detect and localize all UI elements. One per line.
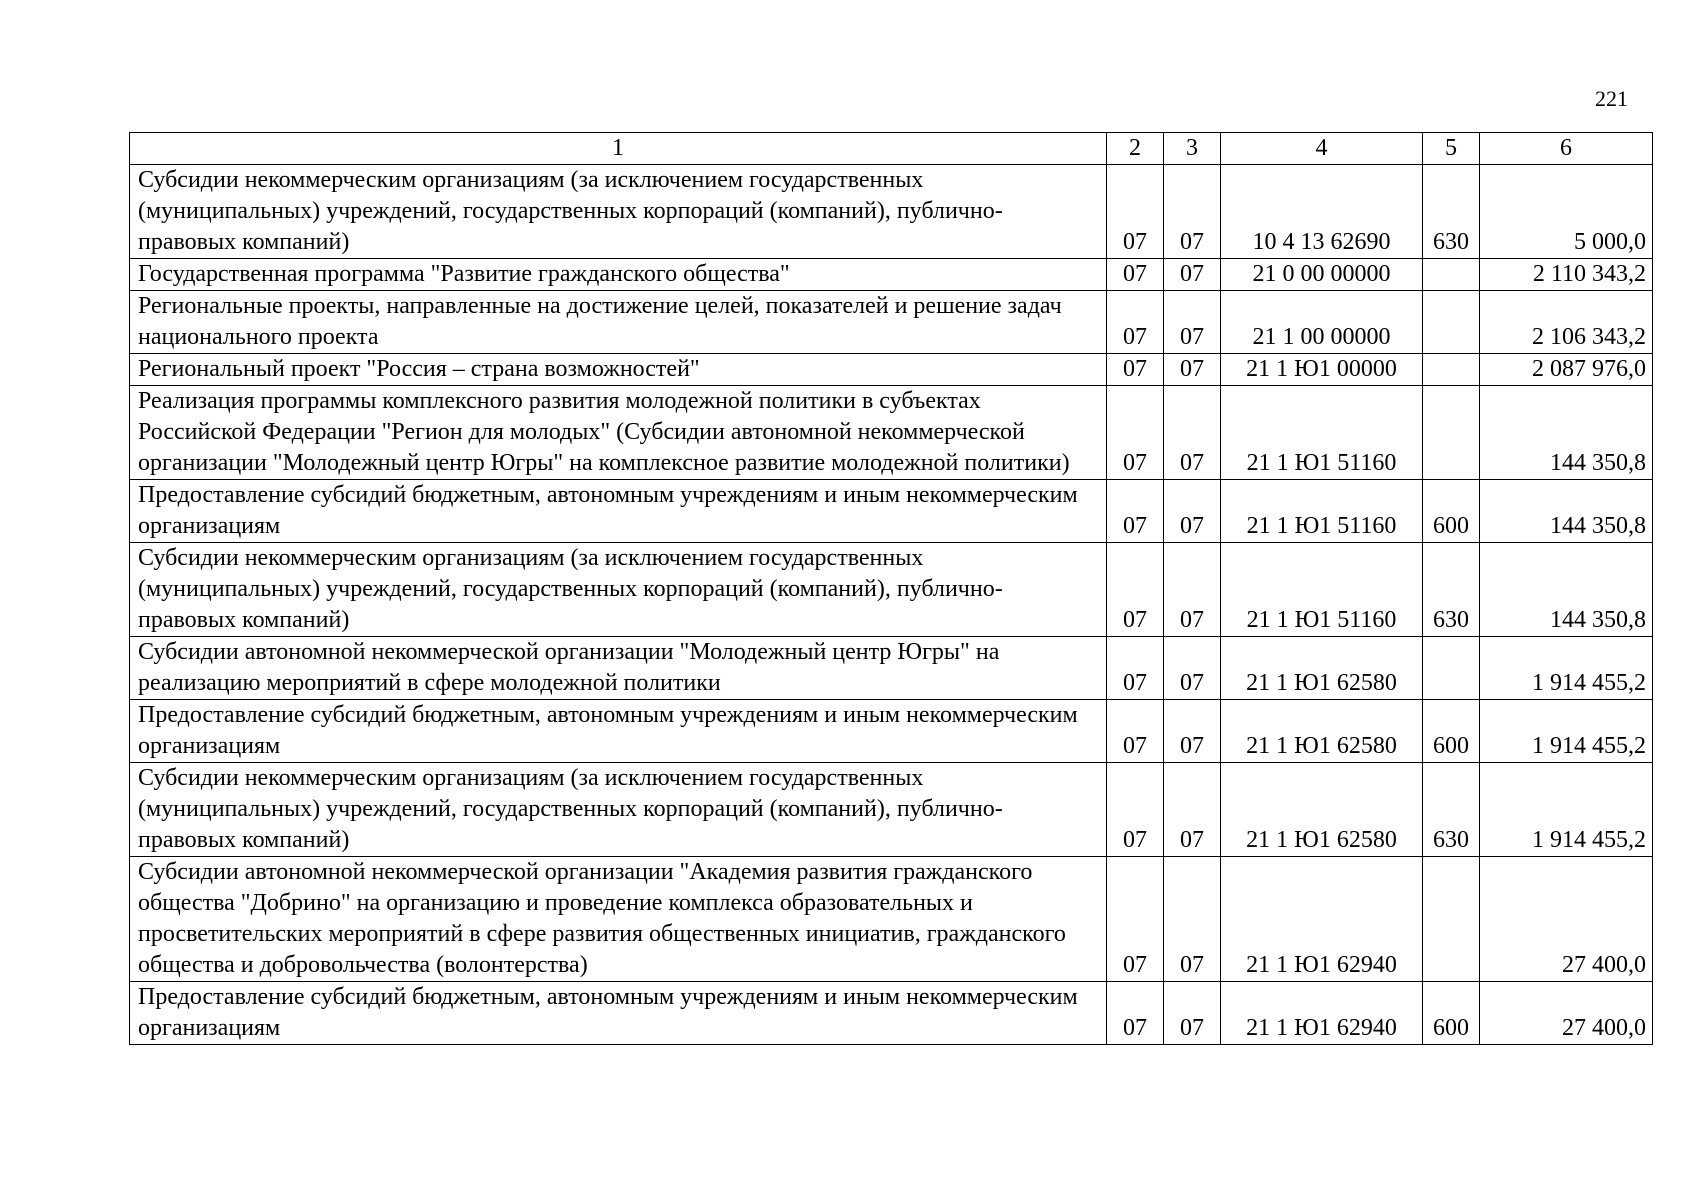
row-amount-cell: 1 914 455,2: [1480, 700, 1653, 763]
row-section-cell: 07: [1107, 543, 1164, 637]
row-subsection-cell: 07: [1164, 543, 1221, 637]
row-target-article-cell: 21 1 Ю1 62580: [1221, 637, 1423, 700]
row-subsection-cell: 07: [1164, 763, 1221, 857]
row-name-cell: Субсидии автономной некоммерческой организации "Академия развития гражданского общества "Добрино" на организацию и проведение комплекса образовательных и просветительских мероприятий в сфере развития общественных инициатив, гражданского общества и добровольчества (волонтерства): [130, 857, 1107, 982]
table-row: [130, 354, 1653, 386]
table-row: [130, 700, 1653, 763]
row-name-cell: Региональный проект "Россия – страна возможностей": [130, 354, 1107, 386]
row-section-cell: 07: [1107, 637, 1164, 700]
row-name-cell: Субсидии некоммерческим организациям (за исключением государственных (муниципальных) учреждений, государственных корпораций (компаний), публично-правовых компаний): [130, 763, 1107, 857]
table-row: [130, 386, 1653, 480]
row-expense-type-cell: [1423, 386, 1480, 480]
row-expense-type-cell: 600: [1423, 700, 1480, 763]
row-target-article-cell: 21 1 Ю1 62580: [1221, 700, 1423, 763]
row-subsection-cell: 07: [1164, 982, 1221, 1045]
row-section-cell: 07: [1107, 480, 1164, 543]
row-section-cell: 07: [1107, 386, 1164, 480]
header-cell-5: 5: [1423, 133, 1480, 165]
row-subsection-cell: 07: [1164, 291, 1221, 354]
row-subsection-cell: 07: [1164, 637, 1221, 700]
page-number: 221: [1595, 86, 1628, 111]
row-expense-type-cell: [1423, 259, 1480, 291]
row-expense-type-cell: 600: [1423, 480, 1480, 543]
row-amount-cell: 144 350,8: [1480, 386, 1653, 480]
row-section-cell: 07: [1107, 291, 1164, 354]
table-row: [130, 857, 1653, 982]
row-expense-type-cell: 630: [1423, 763, 1480, 857]
row-subsection-cell: 07: [1164, 700, 1221, 763]
row-subsection-cell: 07: [1164, 259, 1221, 291]
row-section-cell: 07: [1107, 259, 1164, 291]
row-amount-cell: 2 087 976,0: [1480, 354, 1653, 386]
row-subsection-cell: 07: [1164, 857, 1221, 982]
table-row: [130, 637, 1653, 700]
table-row: [130, 543, 1653, 637]
header-cell-3: 3: [1164, 133, 1221, 165]
row-target-article-cell: 21 1 Ю1 51160: [1221, 543, 1423, 637]
table-row: [130, 291, 1653, 354]
row-name-cell: Предоставление субсидий бюджетным, автономным учреждениям и иным некоммерческим организациям: [130, 982, 1107, 1045]
row-section-cell: 07: [1107, 354, 1164, 386]
row-name-cell: Субсидии некоммерческим организациям (за исключением государственных (муниципальных) учреждений, государственных корпораций (компаний), публично-правовых компаний): [130, 543, 1107, 637]
row-subsection-cell: 07: [1164, 354, 1221, 386]
row-section-cell: 07: [1107, 982, 1164, 1045]
budget-table: [129, 132, 1653, 1045]
row-target-article-cell: 21 1 Ю1 62580: [1221, 763, 1423, 857]
header-cell-1: 1: [130, 133, 1107, 165]
row-amount-cell: 2 110 343,2: [1480, 259, 1653, 291]
row-name-cell: Государственная программа "Развитие гражданского общества": [130, 259, 1107, 291]
row-expense-type-cell: 630: [1423, 543, 1480, 637]
row-name-cell: Предоставление субсидий бюджетным, автономным учреждениям и иным некоммерческим организациям: [130, 700, 1107, 763]
row-section-cell: 07: [1107, 700, 1164, 763]
header-cell-2: 2: [1107, 133, 1164, 165]
row-target-article-cell: 21 1 Ю1 51160: [1221, 480, 1423, 543]
row-amount-cell: 2 106 343,2: [1480, 291, 1653, 354]
table-row: [130, 259, 1653, 291]
row-name-cell: Реализация программы комплексного развития молодежной политики в субъектах Российской Федерации "Регион для молодых" (Субсидии автономной некоммерческой организации "Молодежный центр Югры" на комплексное развитие молодежной политики): [130, 386, 1107, 480]
table-body: [130, 165, 1653, 1045]
row-target-article-cell: 21 1 00 00000: [1221, 291, 1423, 354]
row-amount-cell: 27 400,0: [1480, 857, 1653, 982]
table-row: [130, 982, 1653, 1045]
row-amount-cell: 144 350,8: [1480, 480, 1653, 543]
table-header-row: [130, 133, 1653, 165]
row-name-cell: Субсидии некоммерческим организациям (за исключением государственных (муниципальных) учреждений, государственных корпораций (компаний), публично-правовых компаний): [130, 165, 1107, 259]
row-amount-cell: 5 000,0: [1480, 165, 1653, 259]
row-amount-cell: 1 914 455,2: [1480, 637, 1653, 700]
table-row: [130, 165, 1653, 259]
row-expense-type-cell: [1423, 857, 1480, 982]
header-cell-4: 4: [1221, 133, 1423, 165]
row-target-article-cell: 21 1 Ю1 62940: [1221, 982, 1423, 1045]
row-target-article-cell: 21 1 Ю1 00000: [1221, 354, 1423, 386]
row-amount-cell: 144 350,8: [1480, 543, 1653, 637]
header-cell-6: 6: [1480, 133, 1653, 165]
row-expense-type-cell: 600: [1423, 982, 1480, 1045]
row-subsection-cell: 07: [1164, 165, 1221, 259]
row-expense-type-cell: [1423, 354, 1480, 386]
row-name-cell: Региональные проекты, направленные на достижение целей, показателей и решение задач национального проекта: [130, 291, 1107, 354]
row-subsection-cell: 07: [1164, 480, 1221, 543]
row-target-article-cell: 10 4 13 62690: [1221, 165, 1423, 259]
row-subsection-cell: 07: [1164, 386, 1221, 480]
row-target-article-cell: 21 1 Ю1 62940: [1221, 857, 1423, 982]
table-row: [130, 480, 1653, 543]
table-row: [130, 763, 1653, 857]
row-name-cell: Субсидии автономной некоммерческой организации "Молодежный центр Югры" на реализацию мероприятий в сфере молодежной политики: [130, 637, 1107, 700]
row-section-cell: 07: [1107, 165, 1164, 259]
row-section-cell: 07: [1107, 857, 1164, 982]
row-expense-type-cell: [1423, 291, 1480, 354]
row-amount-cell: 1 914 455,2: [1480, 763, 1653, 857]
row-section-cell: 07: [1107, 763, 1164, 857]
row-target-article-cell: 21 1 Ю1 51160: [1221, 386, 1423, 480]
row-target-article-cell: 21 0 00 00000: [1221, 259, 1423, 291]
row-expense-type-cell: [1423, 637, 1480, 700]
row-name-cell: Предоставление субсидий бюджетным, автономным учреждениям и иным некоммерческим организациям: [130, 480, 1107, 543]
row-amount-cell: 27 400,0: [1480, 982, 1653, 1045]
row-expense-type-cell: 630: [1423, 165, 1480, 259]
